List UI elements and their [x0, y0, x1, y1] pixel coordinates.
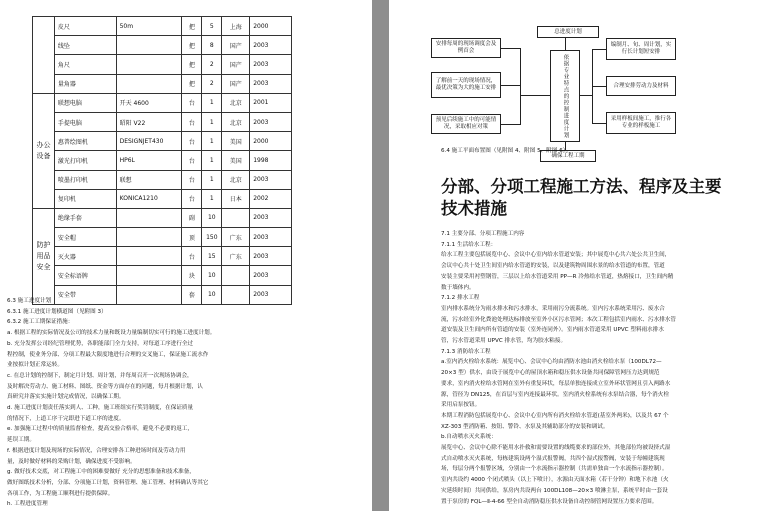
table-cell-unit: 块: [182, 266, 202, 285]
text-line: 源，管径为 DN125，在首层与室内连接最环状。室内消火栓系统有水泵结合器，每个消火栓: [441, 391, 669, 398]
table-cell-unit: 台: [182, 151, 202, 170]
table-cell-qty: 5: [202, 17, 222, 36]
table-cell-model: [116, 208, 182, 227]
table-cell-qty: 10: [202, 285, 222, 304]
table-cell-origin: 国产: [222, 74, 250, 93]
text-line: a.室内消火栓给水系统：展览中心、会议中心均由消防水池由消火栓给水泵（100DL72—: [441, 359, 662, 366]
table-cell-qty: 1: [202, 132, 222, 151]
table-row: [33, 189, 292, 208]
text-line: 7.1 主要分部、分项工程施工内容: [441, 231, 525, 237]
table-cell-unit: 副: [182, 208, 202, 227]
text-line: 的情况下，上道工序干完即进下道工序的进度。: [7, 415, 125, 422]
flow-connector: [580, 95, 592, 96]
flow-left-box-2: 了解前一天的现场情况，最优决策为大的施工安排: [431, 72, 501, 98]
table-cell-origin: [222, 266, 250, 285]
flow-right-box-2: 合理安排劳动力及材料: [606, 76, 676, 96]
table-cell-qty: 15: [202, 247, 222, 266]
table-cell-year: 2003: [250, 74, 292, 93]
table-cell-model: [116, 266, 182, 285]
text-line: 业按拟计划正常运转。: [7, 362, 63, 369]
table-cell-unit: 台: [182, 132, 202, 151]
table-row: [33, 247, 292, 266]
table-cell-name: 灭火器: [54, 247, 116, 266]
text-line: 6.3.1 施工进度计划横道图（见附图 3）: [7, 308, 107, 315]
table-row: [33, 170, 292, 189]
table-cell-qty: 1: [202, 93, 222, 112]
table-row: [33, 93, 292, 112]
flow-center-box: 依据专业特点的控制进度计划: [550, 50, 580, 142]
table-cell-year: 2003: [250, 228, 292, 247]
table-cell-model: KONICA1210: [116, 189, 182, 208]
flow-connector: [592, 86, 606, 87]
table-cell-model: [116, 247, 182, 266]
text-line: c. 在总计划的控制下，制定月计划、周计划，并每周召开一次现场协调会，: [7, 372, 193, 379]
table-cell-year: 2003: [250, 55, 292, 74]
text-line: 真研究并落实实施计划完成情况，以确保工期。: [7, 394, 125, 401]
table-cell-unit: 台: [182, 112, 202, 131]
flow-connector: [520, 48, 521, 124]
table-cell-name: 联想电脑: [54, 93, 116, 112]
table-cell-name: 激光打印机: [54, 151, 116, 170]
table-cell-qty: 150: [202, 228, 222, 247]
table-cell-name: 惠普绘图机: [54, 132, 116, 151]
flow-connector: [501, 124, 521, 125]
table-group-label: 防护用品安全: [33, 208, 55, 304]
table-cell-unit: 台: [182, 247, 202, 266]
table-cell-name: 安全带: [54, 285, 116, 304]
table-cell-name: 安全帽: [54, 228, 116, 247]
table-cell-model: 昭阳 V22: [116, 112, 182, 131]
table-cell-unit: 把: [182, 36, 202, 55]
table-cell-year: 2003: [250, 285, 292, 304]
flow-connector: [592, 49, 606, 50]
text-line: 程控制，使业务分部、分项工程最大限度地进行合理的交叉施工，保证施工流水作: [7, 351, 209, 358]
table-cell-qty: 2: [202, 74, 222, 93]
flowchart-caption: 6.4 施工平面布置图（见附图 4、附图 5、附图 6）。: [441, 148, 572, 154]
table-row: [33, 36, 292, 55]
table-cell-unit: 把: [182, 17, 202, 36]
text-line: 场，每层分两个报警区域，分别由一个水流指示器控制（共需单独由一个水流指示器控制）。: [441, 466, 668, 473]
table-group-label: [33, 17, 55, 94]
table-cell-qty: 8: [202, 36, 222, 55]
table-cell-qty: 10: [202, 208, 222, 227]
text-line: 本期工程消防包括展览中心、会议中心室内所有消火栓给水管道(基室外两米)，以及共 67 个: [441, 412, 669, 419]
table-row: [33, 266, 292, 285]
flow-connector: [501, 48, 521, 49]
table-row: [33, 228, 292, 247]
section-heading-line-1: 分部、分项工程施工方法、程序及主要: [441, 177, 722, 196]
table-cell-unit: 把: [182, 55, 202, 74]
table-cell-year: 2003: [250, 112, 292, 131]
text-line: 7.1.2 排水工程: [441, 295, 480, 302]
table-cell-origin: 美国: [222, 151, 250, 170]
flow-right-box-1: 编制月、旬、周计划，实行长计划短安排: [606, 38, 676, 60]
table-cell-model: HP6L: [116, 151, 182, 170]
text-line: 20×3 型）供水，由设于展览中心的屋顶水箱和稳压供水设备共同保障管网压力达到规范: [441, 370, 660, 377]
table-cell-origin: 上海: [222, 17, 250, 36]
text-line: 7.1.3 消防给水工程: [441, 348, 491, 355]
text-line: 各项工作，为工程施工顺利进行提供保障。: [7, 490, 114, 497]
table-cell-year: 2003: [250, 266, 292, 285]
text-line: f. 根据进度计划及现场的实际情况，合理安排各工种进场时间及劳动力用: [7, 447, 186, 454]
flow-connector: [520, 95, 550, 96]
table-cell-unit: 台: [182, 93, 202, 112]
table-row: [33, 55, 292, 74]
table-cell-origin: 广东: [222, 247, 250, 266]
flow-top-box: 总进度计划: [537, 26, 599, 38]
table-cell-name: 喷墨打印机: [54, 170, 116, 189]
table-cell-origin: 北京: [222, 112, 250, 131]
table-cell-origin: 广东: [222, 228, 250, 247]
table-cell-origin: 国产: [222, 36, 250, 55]
table-cell-name: 角尺: [54, 55, 116, 74]
table-cell-qty: 1: [202, 151, 222, 170]
table-cell-year: 2000: [250, 17, 292, 36]
table-row: [33, 74, 292, 93]
text-line: b. 充分发挥公司经纪管理优势，各职能部门全力支持，对每道工序进行全过: [7, 340, 194, 347]
table-cell-qty: 1: [202, 189, 222, 208]
table-cell-origin: 北京: [222, 93, 250, 112]
text-line: a. 根据工程的实际情况及公司的技术力量和既设力量编制切实可行的施工进度计划。: [7, 330, 216, 337]
table-cell-origin: [222, 208, 250, 227]
text-line: 量，及时做好材料的采购计划，确保进度不受影响。: [7, 458, 136, 465]
table-row: [33, 208, 292, 227]
table-cell-name: 安全标语牌: [54, 266, 116, 285]
table-cell-name: 量角器: [54, 74, 116, 93]
flow-connector: [501, 85, 521, 86]
table-cell-unit: 把: [182, 74, 202, 93]
text-line: 及时解决劳动力、施工材料、图纸、资金等方面存在的问题，每月根据计划，认: [7, 383, 203, 390]
text-line: 式自动喷水灭火系统，每栋建筑设两个湿式报警阀，共四个湿式报警阀，安装于每幢建筑现: [441, 455, 665, 462]
table-cell-qty: 1: [202, 170, 222, 189]
text-line: 室内排水系统分为雨水排水和污水排水，采用雨污分流系统。室内污水系统采用污、废水合: [441, 305, 665, 312]
table-cell-name: 线坠: [54, 36, 116, 55]
text-line: XZ-303 型消防箱、按钮、警铃、水泵及其辅助部分的安装和调试。: [441, 423, 609, 430]
table-row: [33, 112, 292, 131]
text-line: 安装主要采用衬塑钢管，三层以上给水管道采用 PP—R 冷热给水管道，热熔接口，卫生间内精: [441, 273, 674, 280]
table-cell-name: 皮尺: [54, 17, 116, 36]
table-cell-qty: 10: [202, 266, 222, 285]
table-cell-origin: [222, 285, 250, 304]
text-line: 道安装及卫生间内所有管道的安装（室外连同外）。室内雨水管道采用 UPVC 塑料雨水排水: [441, 327, 664, 334]
section-heading-line-2: 技术措施: [441, 199, 507, 218]
table-cell-year: 2003: [250, 36, 292, 55]
table-cell-unit: 台: [182, 170, 202, 189]
table-cell-unit: 顶: [182, 228, 202, 247]
table-cell-model: [116, 285, 182, 304]
flow-connector: [565, 38, 566, 50]
text-line: h. 工程进度管理: [7, 501, 48, 508]
text-line: 室内共设约 4000 个闭式喷头（以上下喷计），水源由天面水箱（若干分钟）和地下水池（火: [441, 477, 669, 484]
text-line: 7.1.1 生活给水工程：: [441, 241, 497, 248]
table-cell-model: [116, 228, 182, 247]
text-line: b.自动喷水灭火系统：: [441, 434, 497, 441]
text-line: 延误工期。: [7, 437, 35, 444]
text-line: g. 做好技术交底，对工程施工中的困难要做好 充分的思想准备和技术准备，: [7, 469, 195, 476]
page-gutter: [372, 0, 389, 511]
flow-connector: [592, 123, 606, 124]
table-cell-name: 复印机: [54, 189, 116, 208]
text-line: 会议中心共十处卫生间室内给水管道的安装，以及建筑物周围水景的给水管道的布置，管道: [441, 263, 665, 270]
equipment-table: [32, 16, 292, 305]
table-cell-model: 联想: [116, 170, 182, 189]
table-cell-name: 手提电脑: [54, 112, 116, 131]
table-row: [33, 132, 292, 151]
flow-bottom-box: 确保工程工期: [540, 150, 596, 162]
text-line: 给水工程主要包括展览中心、会议中心室内给水管道安装；其中展览中心共六处公共卫生间，: [441, 252, 671, 259]
text-line: 灾延续时间）共同供给，泵房内共设两台 100DL108—20×3 喷淋主泵，系统平时由一套设: [441, 487, 668, 494]
table-cell-origin: 北京: [222, 170, 250, 189]
table-cell-origin: 国产: [222, 55, 250, 74]
table-cell-year: 2000: [250, 132, 292, 151]
table-cell-model: [116, 55, 182, 74]
table-cell-origin: 美国: [222, 132, 250, 151]
text-line: 要求，室内消火栓给水管网在室外有重复环状，每层单独连接成立室外环状管网且引入两路水: [441, 380, 671, 387]
table-cell-unit: 台: [182, 189, 202, 208]
table-cell-year: 2003: [250, 170, 292, 189]
table-cell-qty: 1: [202, 112, 222, 131]
table-row: [33, 17, 292, 36]
text-line: 置于泵房的 FQL—Ⅱ-4-66 型全自动消防稳压供水设备自动控制管网设置压力要求范围。: [441, 498, 658, 505]
text-line: d. 施工进度计划责任落实到人、工种，施工班组实行奖罚制度，在保证质量: [7, 405, 194, 411]
table-cell-year: 2001: [250, 93, 292, 112]
table-row: [33, 151, 292, 170]
table-cell-model: 50m: [116, 17, 182, 36]
table-cell-origin: 日本: [222, 189, 250, 208]
table-cell-name: 绝缘手套: [54, 208, 116, 227]
table-cell-model: [116, 74, 182, 93]
document-page-left: [0, 0, 372, 511]
table-cell-year: 2003: [250, 208, 292, 227]
text-line: 采用启泵按钮。: [441, 402, 481, 409]
table-cell-year: 2002: [250, 189, 292, 208]
table-cell-year: 2003: [250, 247, 292, 266]
text-line: 做好图纸技术分析，分部、分项施工计划，资料管理、施工管理、材料确认等其它: [7, 479, 209, 486]
table-cell-unit: 套: [182, 285, 202, 304]
text-line: 展览中心、会议中心除不能用水扑救和需要设置的线缆要求的部位外，其他部位均被设挤式湿: [441, 445, 671, 451]
flow-right-box-3: 采用样板间施工，推行各专业的样板施工: [606, 112, 676, 134]
text-line: 数于墙体内。: [441, 284, 475, 291]
table-cell-year: 1998: [250, 151, 292, 170]
table-row: [33, 285, 292, 304]
table-group-label: 办公设备: [33, 93, 55, 208]
text-line: 流，污水经室外化粪池处理达标排放至室外小区污水管网；本次工程包括室内雨水、污水排水管: [441, 316, 676, 323]
text-line: e. 加强施工过程中的质量监督检查，提高交验合格率，避免不必要的返工，: [7, 426, 193, 433]
text-line: 管，污水管道采用 UPVC 排水管，均为胶水粘接。: [441, 338, 567, 344]
flow-left-box-1: 安排每周的现场调度会及例首会: [431, 38, 501, 58]
table-cell-model: 开天 4600: [116, 93, 182, 112]
text-line: 6.3.2 施工工期保证措施：: [7, 319, 74, 326]
table-cell-model: DESIGNJET430: [116, 132, 182, 151]
table-cell-qty: 2: [202, 55, 222, 74]
table-cell-model: [116, 36, 182, 55]
flow-left-box-3: 预见后续施工中的可能情况，采取相应对策: [431, 114, 501, 134]
text-line: 6.3 施工进度计划: [7, 298, 52, 304]
